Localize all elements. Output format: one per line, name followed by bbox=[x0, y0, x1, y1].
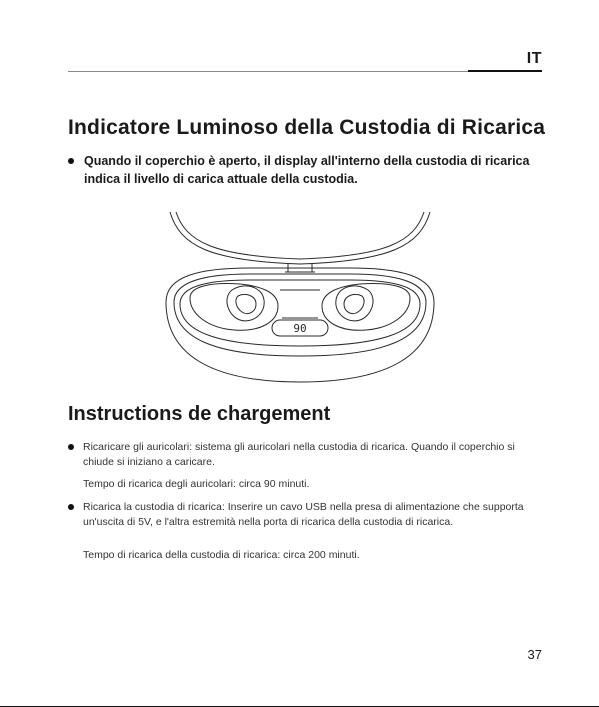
case-rim bbox=[174, 274, 426, 356]
indicator-bullet-text: Quando il coperchio è aperto, il display all'interno della custodia di ricarica indica il livello di carica attuale della custodia. bbox=[84, 154, 530, 186]
charging-case-illustration bbox=[150, 206, 450, 392]
bullet-dot bbox=[68, 504, 74, 510]
left-earbud-cavity bbox=[190, 284, 278, 331]
page-number: 37 bbox=[527, 647, 542, 662]
case-display-readout: 90 bbox=[293, 322, 307, 335]
section-title-charging: Instructions de chargement bbox=[68, 403, 331, 425]
earbuds-charging-time: Tempo di ricarica degli auricolari: circa 90 minuti. bbox=[83, 478, 310, 490]
language-tag: IT bbox=[526, 50, 542, 67]
lid-outline bbox=[170, 212, 430, 264]
case-charging-text: Ricarica la custodia di ricarica: Inserire un cavo USB nella presa di alimentazione che supporta un'uscita di 5V, e l'altra estremità nella porta di ricarica della custodia di ricarica. bbox=[83, 501, 524, 528]
bullet-dot bbox=[68, 158, 74, 164]
header-rule-accent bbox=[468, 70, 542, 72]
section-title-indicator: Indicatore Luminoso della Custodia di Ricarica bbox=[68, 116, 546, 139]
charging-bullet-earbuds bbox=[68, 440, 548, 470]
indicator-bullet bbox=[68, 152, 548, 188]
right-earbud bbox=[336, 286, 373, 321]
earbuds-charging-text: Ricaricare gli auricolari: sistema gli auricolari nella custodia di ricarica. Quando il coperchio si chiude si iniziano a caricare. bbox=[83, 441, 515, 468]
left-earbud bbox=[227, 286, 264, 321]
case-charging-time: Tempo di ricarica della custodia di ricarica: circa 200 minuti. bbox=[83, 549, 360, 561]
charging-bullet-case bbox=[68, 500, 548, 530]
right-earbud-cavity bbox=[322, 284, 410, 331]
lid-inner bbox=[176, 212, 424, 259]
bullet-dot bbox=[68, 444, 74, 450]
